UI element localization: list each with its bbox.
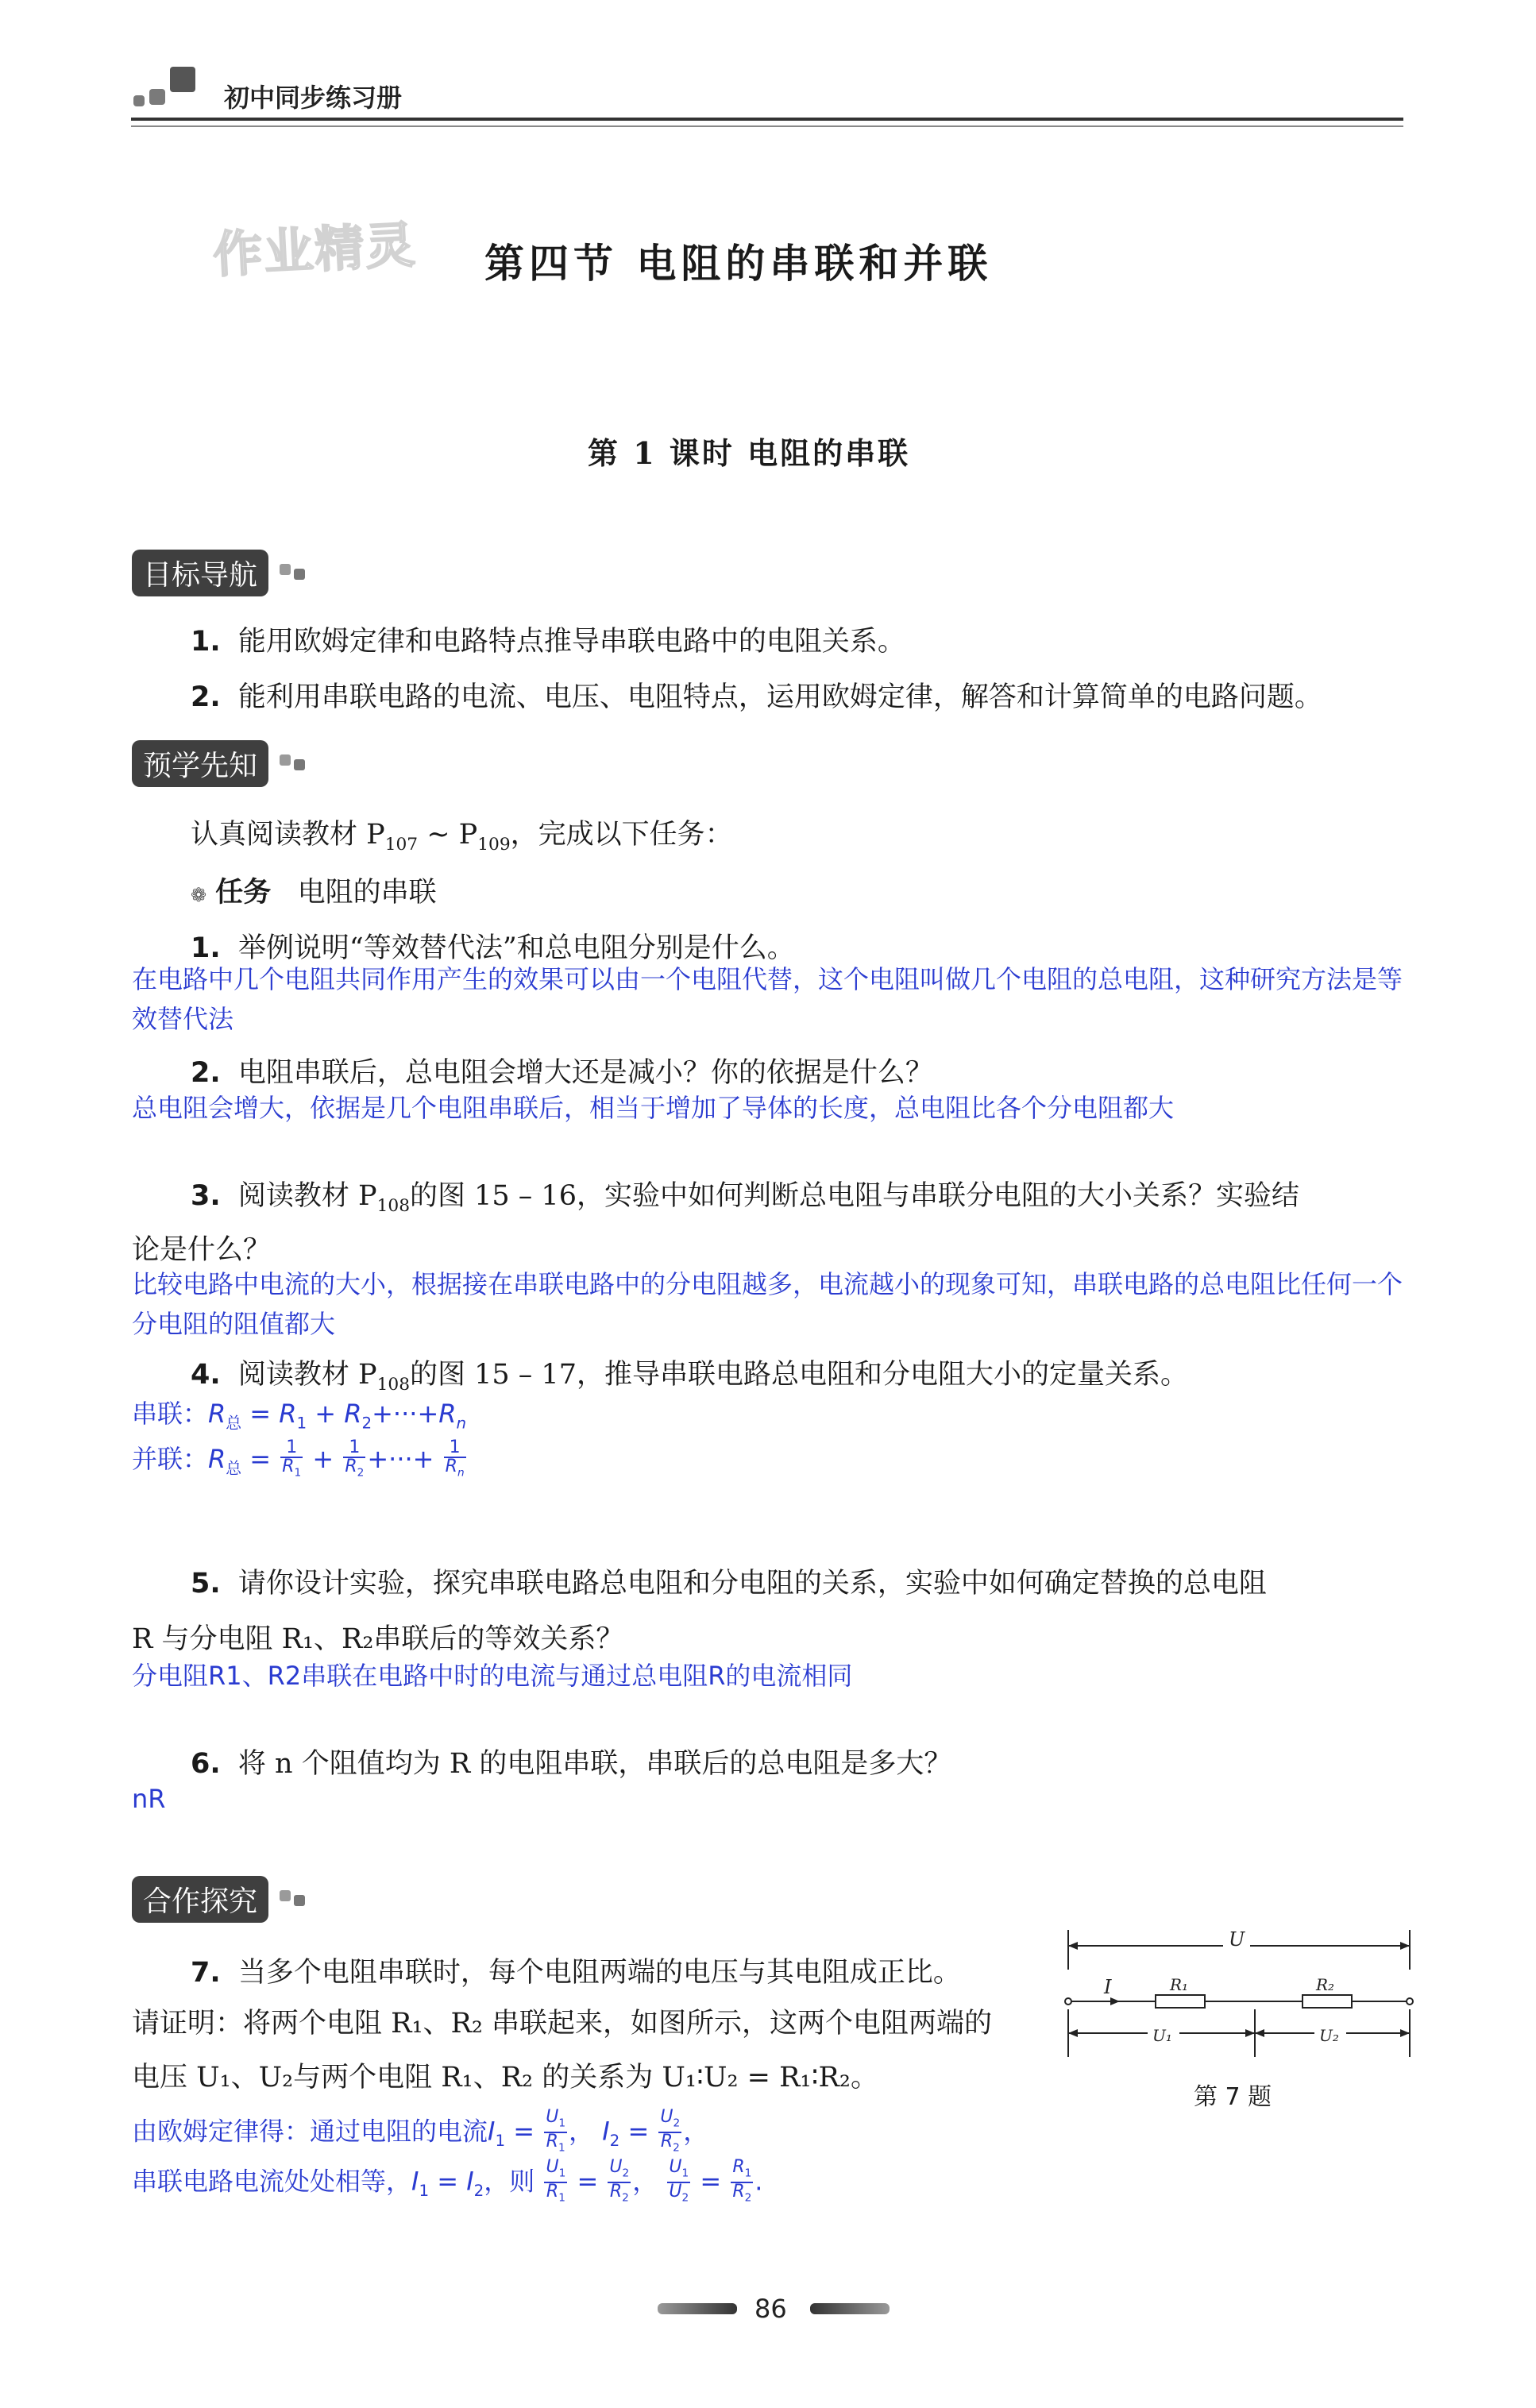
goal-item-2: 2. 能利用串联电路的电流、电压、电阻特点，运用欧姆定律，解答和计算简单的电路问题。 — [191, 681, 1322, 713]
header-decoration — [133, 62, 205, 110]
section-badge-explore: 合作探究 — [132, 1876, 268, 1923]
section-badge-preview: 预学先知 — [132, 740, 268, 787]
answer-6: nR — [132, 1784, 166, 1814]
page-number: 86 — [754, 2294, 787, 2324]
question-1: 1. 举例说明“等效替代法”和总电阻分别是什么。 — [191, 932, 795, 964]
chapter-title: 第四节 电阻的串联和并联 — [484, 240, 993, 287]
page-bar-right — [810, 2303, 890, 2314]
answer-1: 在电路中几个电阻共同作用产生的效果可以由一个电阻代替，这个电阻叫做几个电阻的总电阻，这种研究方法是等效替代法 — [132, 964, 1403, 1034]
answer-4-parallel: 并联：$R_总$ = $\frac{1}{R_1}$ + $\frac{1}{R_2}$ +···+ $\frac{1}{R_n}$ — [132, 1437, 465, 1480]
question-5-cont: R 与分电阻 R₁、R₂串联后的等效关系？ — [132, 1623, 624, 1655]
question-7-line3: 电压 U₁、U₂与两个电阻 R₁、R₂ 的关系为 U₁∶U₂ = R₁∶R₂。 — [132, 2062, 878, 2093]
question-3: 3. 阅读教材 $P_{108}$的图 15 – 16，实验中如何判断总电阻与串联分电阻的大小关系？实验结 — [191, 1180, 1299, 1216]
figure-caption: 第 7 题 — [1194, 2083, 1272, 2111]
label-I: I — [1104, 1976, 1112, 1998]
question-3-cont: 论是什么？ — [132, 1234, 272, 1266]
lesson-title: 第 1 课时 电阻的串联 — [588, 435, 911, 471]
task-heading: ❁ 任务 电阻的串联 — [191, 877, 437, 909]
badge-dots — [280, 1887, 319, 1911]
section-badge-goals: 目标导航 — [132, 550, 268, 596]
question-5: 5. 请你设计实验，探究串联电路总电阻和分电阻的关系，实验中如何确定替换的总电阻 — [191, 1568, 1267, 1600]
goal-item-1: 1. 能用欧姆定律和电路特点推导串联电路中的电阻关系。 — [191, 626, 905, 658]
badge-dots — [280, 751, 319, 775]
flower-icon: ❁ — [191, 884, 207, 906]
header-title: 初中同步练习册 — [224, 83, 403, 113]
question-4: 4. 阅读教材 $P_{108}$的图 15 – 17，推导串联电路总电阻和分电阻大小的定量关系。 — [191, 1359, 1188, 1395]
label-R1: R₁ — [1170, 1975, 1189, 1994]
preview-intro: 认真阅读教材 $P_{107}$ ~ $P_{109}$，完成以下任务： — [191, 819, 733, 855]
label-U2: U₂ — [1319, 2026, 1339, 2045]
badge-dots — [280, 561, 319, 585]
answer-2: 总电阻会增大，依据是几个电阻串联后，相当于增加了导体的长度，总电阻比各个分电阻都大 — [132, 1093, 1175, 1123]
answer-3: 比较电路中电流的大小，根据接在串联电路中的分电阻越多，电流越小的现象可知，串联电路的总电阻比任何一个分电阻的阻值都大 — [132, 1269, 1403, 1339]
label-U: U — [1229, 1928, 1245, 1951]
header-rule — [131, 118, 1403, 121]
watermark: 作业精灵 — [211, 215, 419, 284]
answer-5: 分电阻R1、R2串联在电路中时的电流与通过总电阻R的电流相同 — [132, 1661, 853, 1691]
answer-7-line2: 串联电路电流处处相等，$I_1 = I_2$，则 $\frac{U_1}{R_1}$ = $\frac{U_2}{R_2}$ ， $\frac{U_1}{U_2}$ = $\frac{R_1}{R_2}$ . — [132, 2157, 763, 2205]
page-bar-left — [658, 2303, 737, 2314]
label-R2: R₂ — [1316, 1975, 1335, 1994]
circuit-diagram — [1060, 1922, 1426, 2065]
question-6: 6. 将 n 个阻值均为 R 的电阻串联，串联后的总电阻是多大？ — [191, 1748, 952, 1780]
question-7-line2: 请证明：将两个电阻 R₁、R₂ 串联起来，如图所示，这两个电阻两端的 — [132, 2008, 993, 2039]
question-7: 7. 当多个电阻串联时，每个电阻两端的电压与其电阻成正比。 — [191, 1957, 961, 1989]
answer-4-series: 串联：$R_总 = R_1 + R_2+\cdot\cdot\cdot+R_n$ — [132, 1399, 467, 1433]
header-rule-thin — [131, 125, 1403, 127]
question-2: 2. 电阻串联后，总电阻会增大还是减小？你的依据是什么？ — [191, 1057, 933, 1089]
label-U1: U₁ — [1152, 2026, 1172, 2045]
answer-7-line1: 由欧姆定律得：通过电阻的电流$I_1$ = $\frac{U_1}{R_1}$ ， $I_2$ = $\frac{U_2}{R_2}$ ， — [132, 2107, 709, 2155]
